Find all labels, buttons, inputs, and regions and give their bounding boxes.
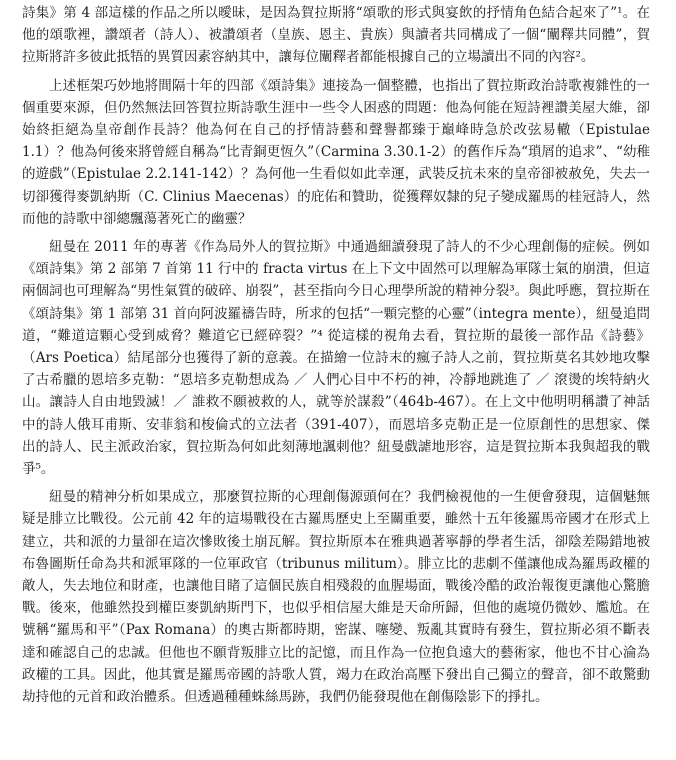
paragraph-2: 上述框架巧妙地將間隔十年的四部《頌詩集》連接為一個整體，也指出了賀拉斯政治詩歌複雜性的一個重要來源，但仍然無法回答賀拉斯詩歌生涯中一些令人困惑的問題：他為何能在短詩裡讚美屋大維，卻始終拒絕為皇帝創作長詩？他為何在自己的抒情詩藝和聲譽都臻于巔峰時急於改弦易轍（Epistulae 1.1）？他為何後來將曾經自稱為“比青銅更恆久”（Carmina 3.30.1-2）的舊作斥為“瑣屑的追求”、“幼稚的遊戲”（Epistulae 2.2.141-142）？為何他一生看似如此幸運，武裝反抗未來的皇帝卻被赦免，失去一切卻獲得麥凱納斯（C. Clinius Maecenas）的庇佑和贊助，從獲釋奴隸的兒子變成羅馬的桂冠詩人，然而他的詩歌中卻總飄蕩著死亡的幽靈？ [22, 77, 650, 227]
paragraph-3: 紐曼在 2011 年的專著《作為局外人的賀拉斯》中通過細讀發現了詩人的不少心理創傷的症候。例如《頌詩集》第 2 部第 7 首第 11 行中的 fracta virtus 在上下文中固然可以理解為軍隊士氣的崩潰，但這兩個詞也可理解為“男性氣質的破碎、崩裂”，甚至指向今日心理學所說的精神分裂³。與此呼應，賀拉斯在《頌詩集》第 1 部第 31 首向阿波羅禱告時，所求的包括“一顆完整的心靈”（integra mente），紐曼追問道，“難道這顆心受到威脅？難道它已經碎裂？”⁴ 從這樣的視角去看，賀拉斯的最後一部作品《詩藝》（Ars Poetica）結尾部分也獲得了新的意義。在描繪一位詩末的瘋子詩人之前，賀拉斯莫名其妙地攻擊了古希臘的恩培多克勒：“恩培多克勒想成為 ／ 人們心目中不朽的神，冷靜地跳進了 ／ 滾燙的埃特納火山。讓詩人自由地毀滅！／ 誰救不願被救的人，就等於謀殺”（464b-467）。在上文中他明明稱讚了神話中的詩人俄耳甫斯、安菲翁和梭倫式的立法者（391-407），而恩培多克勒正是一位原創性的思想家、傑出的詩人、民主派政治家，賀拉斯為何如此刻薄地諷刺他？紐曼戲謔地形容，這是賀拉斯本我與超我的戰爭⁵。 [22, 239, 650, 478]
paragraph-1: 詩集》第 4 部這樣的作品之所以曖昧，是因為賀拉斯將“頌歌的形式與宴飲的抒情角色結合起來了”¹。在他的頌歌裡，讚頌者（詩人）、被讚頌者（皇族、恩主、貴族）與讀者共同構成了一個“闡釋共同體”，賀拉斯將許多彼此抵牾的異質因素容納其中，讓每位闡釋者都能根據自己的立場讀出不同的內容²。 [22, 5, 650, 66]
paragraph-4: 紐曼的精神分析如果成立，那麼賀拉斯的心理創傷源頭何在？我們檢視他的一生便會發現，這個魅無疑是腓立比戰役。公元前 42 年的這場戰役在古羅馬歷史上至關重要，雖然十五年後羅馬帝國才在形式上建立，共和派的力量卻在這次慘敗後土崩瓦解。賀拉斯原本在雅典過著寧靜的學者生活，卻陰差陽錯地被布魯圖斯任命為共和派軍隊的一位軍政官（tribunus militum）。腓立比的悲劇不僅讓他成為羅馬政權的敵人，失去地位和財產，也讓他目睹了這個民族自相殘殺的血腥場面，戰後冷酷的政治報復更讓他心驚膽戰。後來，他雖然投到權臣麥凱納斯門下，也似乎相信屋大維是天命所歸，但他的處境仍微妙、尷尬。在號稱“羅馬和平”（Pax Romana）的奧古斯都時期，密謀、噻變、叛亂其實時有發生，賀拉斯必須不斷表達和確認自己的忠誠。但他也不願背叛腓立比的記憶，而且作為一位抱負遠大的藝術家，他也不甘心淪為政權的工具。因此，他其實是羅馬帝國的詩歌人質，竭力在政治高壓下發出自己獨立的聲音，卻不敢驚動劫持他的元首和政治體系。但透過種種蛛絲馬跡，我們仍能發現他在創傷陰影下的掙扎。 [22, 489, 650, 706]
